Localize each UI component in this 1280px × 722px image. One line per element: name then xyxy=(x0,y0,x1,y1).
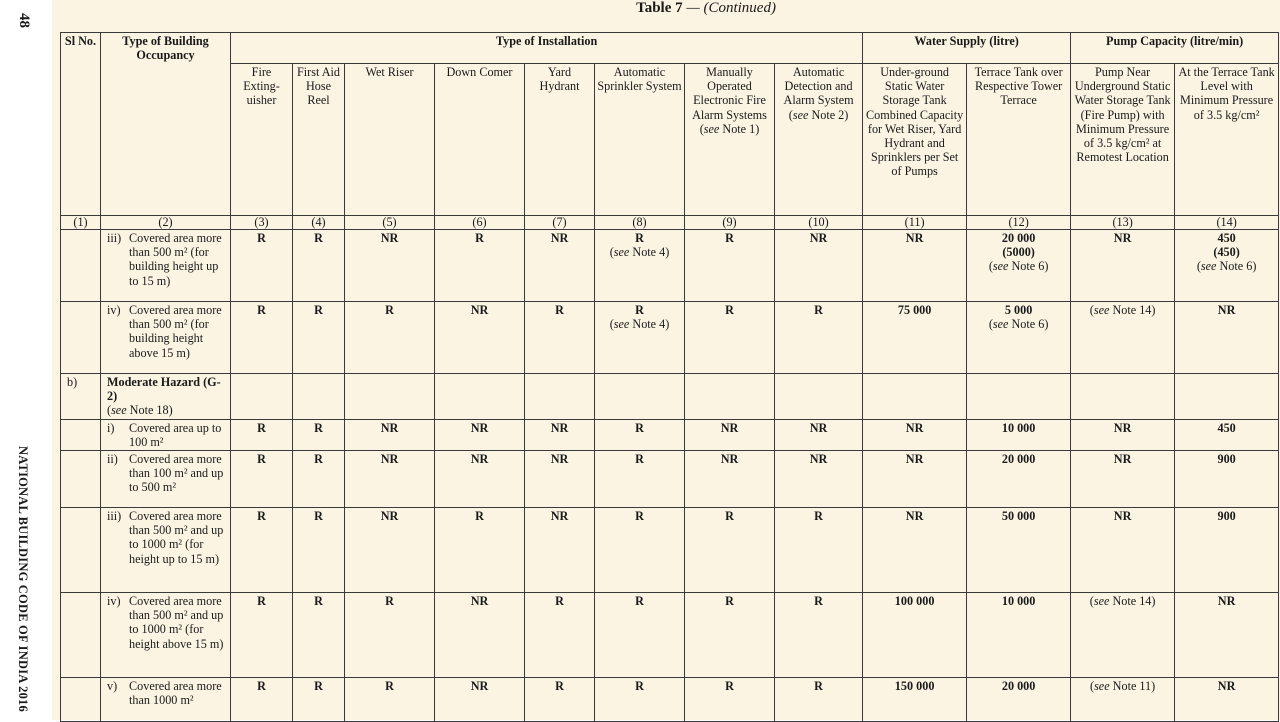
page-margin: 48 NATIONAL BUILDING CODE OF INDIA 2016 xyxy=(0,0,48,720)
row-description-text: Covered area more than 500 m² (for building height above 15 m) xyxy=(129,303,222,360)
see-note: (see Note 4) xyxy=(609,245,670,260)
row-value: 50 000 xyxy=(967,508,1071,593)
column-number: (11) xyxy=(863,216,967,230)
table-row xyxy=(61,508,1279,593)
row-value: 20 000 (5000) (see Note 6) xyxy=(967,230,1071,302)
row-value: NR xyxy=(525,230,595,302)
row-value: R xyxy=(595,451,685,508)
row-description-text: Covered area up to 100 m² xyxy=(129,420,222,449)
group-heading: Moderate Hazard (G-2) xyxy=(107,375,221,404)
row-value xyxy=(231,374,293,420)
row-value: NR xyxy=(863,508,967,593)
row-value: R xyxy=(231,230,293,302)
row-sl-no xyxy=(61,593,101,678)
row-roman-numeral: iv) xyxy=(107,303,121,317)
row-value: R xyxy=(345,678,435,722)
row-value: R xyxy=(293,302,345,374)
column-number: (5) xyxy=(345,216,435,230)
row-roman-numeral: iii) xyxy=(107,231,122,245)
row-sl-no xyxy=(61,508,101,593)
row-value: 5 000 (see Note 6) xyxy=(967,302,1071,374)
header-type-of-installation: Type of Installation xyxy=(231,33,863,64)
row-value: R (see Note 4) xyxy=(595,230,685,302)
row-value: R xyxy=(231,302,293,374)
row-value: R xyxy=(231,508,293,593)
row-value: R xyxy=(595,678,685,722)
row-roman-numeral: v) xyxy=(107,679,118,694)
row-value: R xyxy=(345,593,435,678)
row-value: R xyxy=(775,302,863,374)
row-description-text: Covered area more than 500 m² and up to 1000 m² (for height above 15 m) xyxy=(129,594,224,651)
column-number: (2) xyxy=(101,216,231,230)
row-value: R xyxy=(685,230,775,302)
table-title-suffix: — (Continued) xyxy=(686,0,776,16)
row-roman-numeral: i) xyxy=(107,420,115,435)
table-row xyxy=(61,419,1279,450)
row-value xyxy=(1071,678,1175,722)
row-value: R xyxy=(525,678,595,722)
row-value xyxy=(1071,593,1175,678)
table-row xyxy=(61,302,1279,374)
see-note: (see Note 14) xyxy=(1089,303,1156,317)
row-occupancy-description xyxy=(101,302,231,374)
row-value: R xyxy=(231,419,293,450)
column-number: (13) xyxy=(1071,216,1175,230)
row-value: NR xyxy=(685,451,775,508)
row-sl-no xyxy=(61,678,101,722)
row-occupancy-description xyxy=(101,451,231,508)
row-value: NR xyxy=(525,451,595,508)
row-value: NR xyxy=(1175,593,1279,678)
row-value: R xyxy=(293,230,345,302)
column-header: Down Comer xyxy=(435,64,525,216)
see-note: (see Note 14) xyxy=(1089,594,1156,609)
row-value: NR xyxy=(345,508,435,593)
column-number: (10) xyxy=(775,216,863,230)
table-title xyxy=(52,0,1280,17)
column-header: Fire Exting- uisher xyxy=(231,64,293,216)
header-row-group xyxy=(61,33,1279,64)
see-note: (see Note 6) xyxy=(988,259,1049,274)
column-number: (8) xyxy=(595,216,685,230)
row-value: NR xyxy=(1071,230,1175,302)
table-row xyxy=(61,374,1279,420)
row-value: R xyxy=(775,678,863,722)
column-number: (3) xyxy=(231,216,293,230)
column-number-row xyxy=(61,216,1279,230)
row-value: NR xyxy=(1175,678,1279,722)
row-value: R xyxy=(595,419,685,450)
row-value: NR xyxy=(435,678,525,722)
row-value: NR xyxy=(863,230,967,302)
row-occupancy-description xyxy=(101,419,231,450)
table-row xyxy=(61,678,1279,722)
row-value xyxy=(863,374,967,420)
see-note: (see Note 6) xyxy=(988,317,1049,332)
row-value: NR xyxy=(1071,419,1175,450)
row-sl-no xyxy=(61,230,101,302)
table-row xyxy=(61,230,1279,302)
row-value: R xyxy=(685,678,775,722)
row-sl-no xyxy=(61,302,101,374)
row-value: R xyxy=(595,593,685,678)
row-occupancy-description xyxy=(101,678,231,722)
see-note: (see Note 4) xyxy=(609,317,670,332)
header-occupancy: Type of Building Occupancy xyxy=(101,33,231,216)
row-value: NR xyxy=(435,302,525,374)
row-value: 450 (450) (see Note 6) xyxy=(1175,230,1279,302)
group-note: (see Note 18) xyxy=(107,403,173,418)
row-value: R xyxy=(293,593,345,678)
row-value: NR xyxy=(1071,451,1175,508)
row-description-text: Covered area more than 500 m² and up to 1000 m² (for height up to 15 m) xyxy=(129,509,224,566)
row-value: R xyxy=(775,593,863,678)
row-value: R xyxy=(231,451,293,508)
row-value: R xyxy=(435,508,525,593)
row-value: R xyxy=(293,508,345,593)
row-value: R xyxy=(231,678,293,722)
row-value: NR xyxy=(345,451,435,508)
row-occupancy-description xyxy=(101,508,231,593)
column-number: (12) xyxy=(967,216,1071,230)
row-roman-numeral: iii) xyxy=(107,509,122,524)
row-value: NR xyxy=(345,419,435,450)
row-occupancy-description xyxy=(101,374,231,420)
column-header: Pump Near Underground Static Water Storage Tank (Fire Pump) with Minimum Pressure of 3.5 kg/cm² at Remotest Location xyxy=(1071,64,1175,216)
row-occupancy-description xyxy=(101,593,231,678)
row-value xyxy=(967,374,1071,420)
row-value: 450 xyxy=(1175,419,1279,450)
row-description-text: Covered area more than 100 m² and up to 500 m² xyxy=(129,452,224,495)
row-value xyxy=(775,374,863,420)
table-row xyxy=(61,451,1279,508)
row-value: R (see Note 4) xyxy=(595,302,685,374)
document-page xyxy=(52,0,1280,720)
row-description-text: Covered area more than 1000 m² xyxy=(129,679,222,708)
row-value: NR xyxy=(525,508,595,593)
row-value: R xyxy=(293,678,345,722)
row-sl-no: b) xyxy=(61,374,101,420)
column-header: At the Terrace Tank Level with Minimum Pressure of 3.5 kg/cm² xyxy=(1175,64,1279,216)
row-value: NR xyxy=(775,230,863,302)
header-water-supply: Water Supply (litre) xyxy=(863,33,1071,64)
row-value: R xyxy=(525,593,595,678)
row-value: 10 000 xyxy=(967,593,1071,678)
row-value: R xyxy=(525,302,595,374)
row-value: R xyxy=(293,451,345,508)
header-row-columns xyxy=(61,64,1279,216)
row-value: 75 000 xyxy=(863,302,967,374)
row-value: R xyxy=(345,302,435,374)
column-header: Automatic Detection and Alarm System (see Note 2) xyxy=(775,64,863,216)
row-value: R xyxy=(685,508,775,593)
column-header: Wet Riser xyxy=(345,64,435,216)
row-value xyxy=(435,374,525,420)
row-value: NR xyxy=(1175,302,1279,374)
row-value: 900 xyxy=(1175,508,1279,593)
page-number: 48 xyxy=(16,13,32,28)
row-value: 20 000 xyxy=(967,451,1071,508)
column-header: Yard Hydrant xyxy=(525,64,595,216)
row-value: NR xyxy=(1071,508,1175,593)
row-value: NR xyxy=(685,419,775,450)
row-value: R xyxy=(685,593,775,678)
column-header: Under-ground Static Water Storage Tank Combined Capacity for Wet Riser, Yard Hydrant and Sprinklers per Set of Pumps xyxy=(863,64,967,216)
header-sl-no: Sl No. xyxy=(61,33,101,216)
row-roman-numeral: iv) xyxy=(107,594,121,609)
row-value xyxy=(595,374,685,420)
column-number: (1) xyxy=(61,216,101,230)
row-value: NR xyxy=(775,419,863,450)
row-value xyxy=(1071,374,1175,420)
row-value xyxy=(525,374,595,420)
row-value: NR xyxy=(863,419,967,450)
row-value: R xyxy=(685,302,775,374)
row-value: 10 000 xyxy=(967,419,1071,450)
row-value: NR xyxy=(863,451,967,508)
table-row xyxy=(61,593,1279,678)
column-header: Terrace Tank over Respective Tower Terrace xyxy=(967,64,1071,216)
row-occupancy-description xyxy=(101,230,231,302)
row-sl-no xyxy=(61,419,101,450)
fire-installation-table xyxy=(60,32,1279,722)
row-description-text: Covered area more than 500 m² (for building height up to 15 m) xyxy=(129,231,222,288)
column-number: (14) xyxy=(1175,216,1279,230)
row-value: NR xyxy=(345,230,435,302)
row-value: NR xyxy=(435,419,525,450)
row-value: R xyxy=(293,419,345,450)
row-value xyxy=(1071,302,1175,374)
row-value: 900 xyxy=(1175,451,1279,508)
see-note: (see Note 6) xyxy=(1196,259,1257,274)
table-title-main: Table 7 xyxy=(636,0,683,16)
row-value: NR xyxy=(435,451,525,508)
row-value: 150 000 xyxy=(863,678,967,722)
column-number: (4) xyxy=(293,216,345,230)
row-value: NR xyxy=(525,419,595,450)
column-header: Automatic Sprinkler System xyxy=(595,64,685,216)
row-value xyxy=(293,374,345,420)
see-note: (see Note 11) xyxy=(1090,679,1156,694)
row-sl-no xyxy=(61,451,101,508)
row-value xyxy=(345,374,435,420)
row-value: NR xyxy=(775,451,863,508)
column-header: First Aid Hose Reel xyxy=(293,64,345,216)
row-value: R xyxy=(595,508,685,593)
row-value: R xyxy=(775,508,863,593)
row-value: 20 000 xyxy=(967,678,1071,722)
row-value xyxy=(685,374,775,420)
row-value: R xyxy=(231,593,293,678)
column-number: (6) xyxy=(435,216,525,230)
row-value xyxy=(1175,374,1279,420)
row-value: R xyxy=(435,230,525,302)
column-number: (9) xyxy=(685,216,775,230)
row-roman-numeral: ii) xyxy=(107,452,118,467)
row-value: 100 000 xyxy=(863,593,967,678)
header-pump-capacity: Pump Capacity (litre/min) xyxy=(1071,33,1279,64)
row-value: NR xyxy=(435,593,525,678)
column-header: Manually Operated Electronic Fire Alarm Systems (see Note 1) xyxy=(685,64,775,216)
column-number: (7) xyxy=(525,216,595,230)
